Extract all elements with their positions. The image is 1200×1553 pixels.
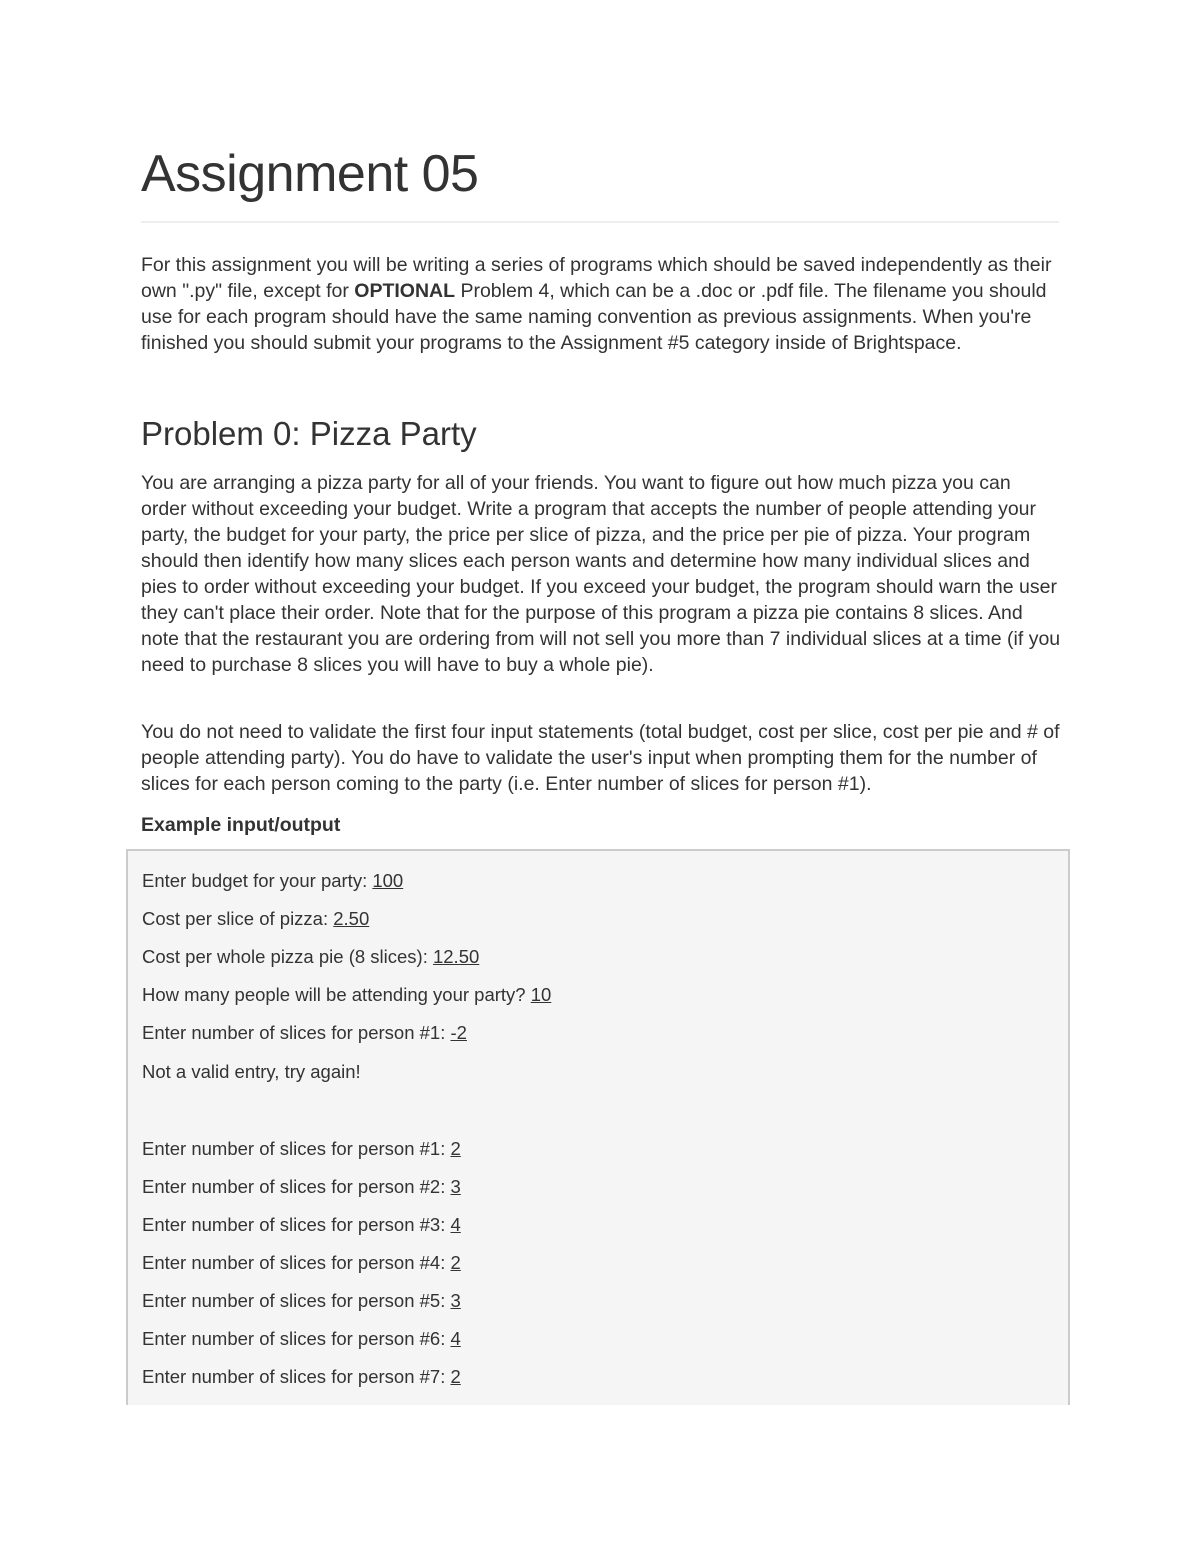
example-prompt: Enter number of slices for person #1: <box>142 1138 451 1159</box>
example-prompt: Cost per slice of pizza: <box>142 908 334 929</box>
example-io-label: Example input/output <box>141 814 341 836</box>
example-input: 2.50 <box>333 908 370 929</box>
example-prompt: Cost per whole pizza pie (8 slices): <box>142 946 433 967</box>
example-prompt: Enter budget for your party: <box>142 870 373 891</box>
intro-optional-bold: OPTIONAL <box>354 280 456 302</box>
example-prompt: Enter number of slices for person #4: <box>142 1252 451 1273</box>
example-line <box>142 1021 467 1045</box>
example-line <box>142 1365 461 1389</box>
example-input: 100 <box>372 870 404 891</box>
example-input: 2 <box>450 1366 461 1387</box>
example-input: 4 <box>450 1328 461 1349</box>
intro-paragraph <box>141 252 1061 356</box>
title-divider <box>141 221 1059 223</box>
intro-text-start: For this assignment you will be writing a series of programs which should be saved independently as their own ".py" file, except for <box>141 254 1052 302</box>
example-line <box>142 869 403 893</box>
example-input: 3 <box>450 1176 461 1197</box>
example-error-line <box>142 1060 361 1084</box>
example-prompt: Enter number of slices for person #7: <box>142 1366 451 1387</box>
example-line <box>142 1327 461 1351</box>
example-line <box>142 1137 461 1161</box>
problem-0-description: You are arranging a pizza party for all of your friends. You want to figure out how much pizza you can order without exceeding your budget. Write a program that accepts the number of people attending your party, the budget for your party, the price per slice of pizza, and the price per pie of pizza. Your program should then identify how many slices each person wants and determine how many individual slices and pies to order without exceeding your budget. If you exceed your budget, the program should warn the user they can't place their order. Note that for the purpose of this program a pizza pie contains 8 slices. And note that the restaurant you are ordering from will not sell you more than 7 individual slices at a time (if you need to purchase 8 slices you will have to buy a whole pie). <box>141 472 1061 676</box>
example-input: 4 <box>450 1214 461 1235</box>
example-prompt: Enter number of slices for person #2: <box>142 1176 451 1197</box>
example-prompt: Enter number of slices for person #6: <box>142 1328 451 1349</box>
example-input: 10 <box>530 984 552 1005</box>
example-line <box>142 983 551 1007</box>
example-input: 12.50 <box>432 946 480 967</box>
example-error-message: Not a valid entry, try again! <box>142 1061 361 1082</box>
intro-text-end: Problem 4, which can be a .doc or .pdf file. The filename you should use for each program should have the same naming convention as previous assignments. When you're finished you should submit your programs to the Assignment #5 category inside of Brightspace. <box>141 280 1047 354</box>
example-input: 3 <box>450 1290 461 1311</box>
example-line <box>142 1289 461 1313</box>
example-input: -2 <box>450 1022 467 1043</box>
example-prompt: Enter number of slices for person #1: <box>142 1022 451 1043</box>
example-line <box>142 907 369 931</box>
example-line <box>142 945 479 969</box>
problem-0-validation-note: You do not need to validate the first four input statements (total budget, cost per slice, cost per pie and # of people attending party). You do have to validate the user's input when prompting them for the number of slices for each person coming to the party (i.e. Enter number of slices for person #1). <box>141 721 1060 795</box>
example-input: 2 <box>450 1252 461 1273</box>
problem-0-heading: Problem 0: Pizza Party <box>141 415 477 452</box>
example-io-box <box>126 849 1070 1405</box>
example-line <box>142 1251 461 1275</box>
example-line <box>142 1175 461 1199</box>
example-line <box>142 1213 461 1237</box>
example-input: 2 <box>450 1138 461 1159</box>
page-title: Assignment 05 <box>141 145 479 203</box>
example-prompt: How many people will be attending your party? <box>142 984 531 1005</box>
example-prompt: Enter number of slices for person #5: <box>142 1290 451 1311</box>
example-prompt: Enter number of slices for person #3: <box>142 1214 451 1235</box>
